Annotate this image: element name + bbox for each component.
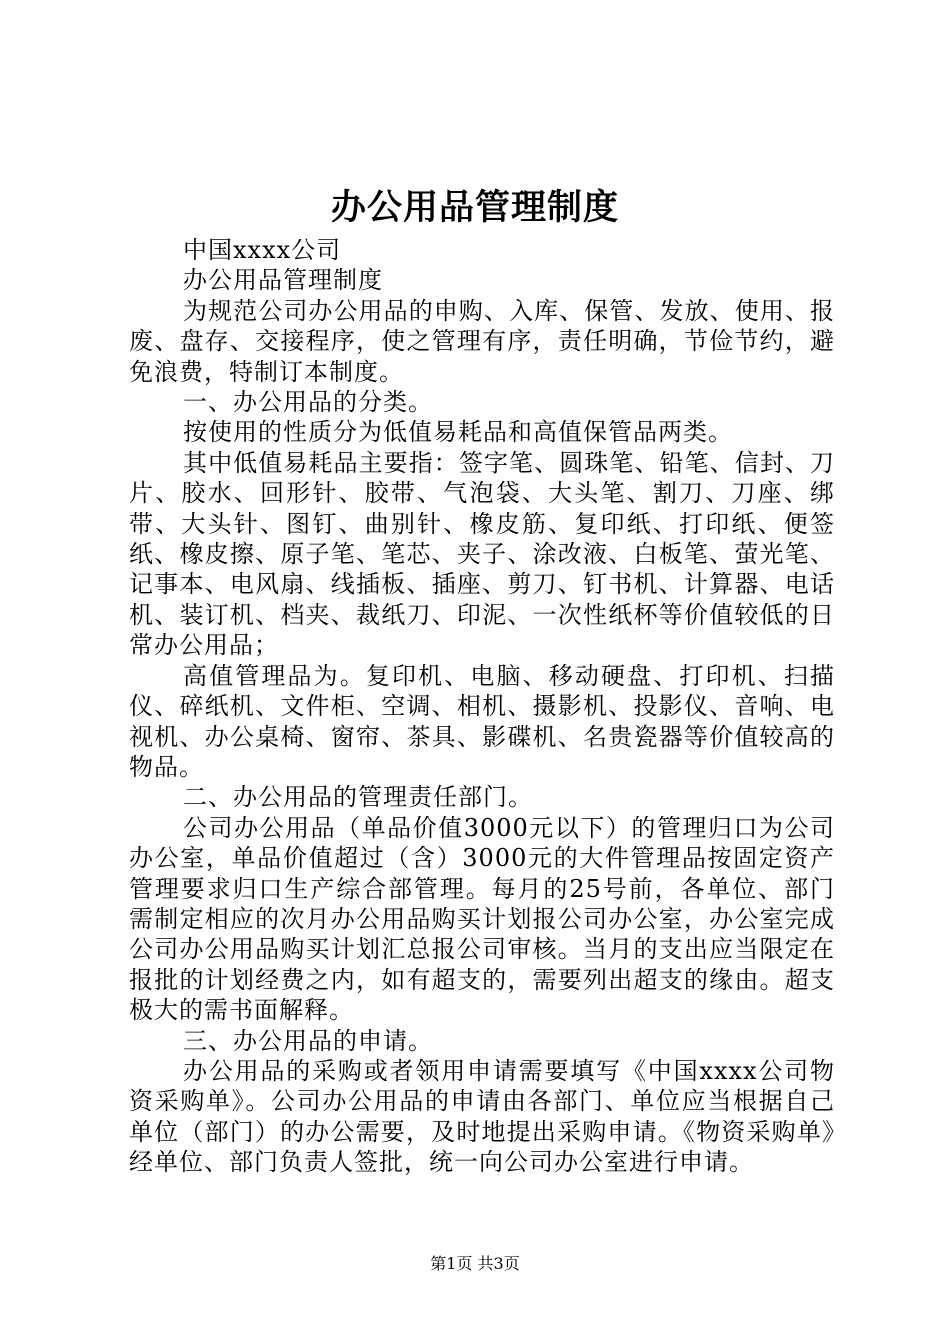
paragraph-company: 中国xxxx公司 (183, 236, 342, 264)
paragraph-application: 办公用品的采购或者领用申请需要填写《中国xxxx公司物资采购单》。公司办公用品的申请由各部门、单位应当根据自己单位（部门）的办公需要，及时地提出采购申请。《物资采购单》经单位、部门负责人签批，统一向公司办公室进行申请。 (129, 1056, 835, 1177)
section-heading-1: 一、办公用品的分类。 (183, 388, 433, 417)
section-heading-2: 二、办公用品的管理责任部门。 (183, 783, 533, 812)
paragraph-classification: 按使用的性质分为低值易耗品和高值保管品两类。 (183, 418, 733, 447)
paragraph-responsibility: 公司办公用品（单品价值3000元以下）的管理归口为公司办公室，单品价值超过（含）3000元的大件管理品按固定资产管理要求归口生产综合部管理。每月的25号前，各单位、部门需制定相应的次月办公用品购买计划报公司办公室，办公室完成公司办公用品购买计划汇总报公司审核。当月的支出应当限定在报批的计划经费之内，如有超支的，需要列出超支的缘由。超支极大的需书面解释。 (129, 813, 835, 1025)
paragraph-high-value-items: 高值管理品为。复印机、电脑、移动硬盘、打印机、扫描仪、碎纸机、文件柜、空调、相机、摄影机、投影仪、音响、电视机、办公桌椅、窗帘、茶具、影碟机、名贵瓷器等价值较高的物品。 (129, 661, 835, 781)
document-title: 办公用品管理制度 (330, 187, 619, 228)
page-number-footer: 第1页 共3页 (430, 1254, 520, 1273)
paragraph-purpose: 为规范公司办公用品的申购、入库、保管、发放、使用、报废、盘存、交接程序，使之管理有序，责任明确，节俭节约，避免浪费，特制订本制度。 (129, 296, 835, 386)
paragraph-subtitle: 办公用品管理制度 (183, 266, 383, 295)
paragraph-low-value-items: 其中低值易耗品主要指：签字笔、圆珠笔、铅笔、信封、刀片、胶水、回形针、胶带、气泡袋、大头笔、割刀、刀座、绑带、大头针、图钉、曲别针、橡皮筋、复印纸、打印纸、便签纸、橡皮擦、原子笔、笔芯、夹子、涂改液、白板笔、萤光笔、记事本、电风扇、线插板、插座、剪刀、钉书机、计算器、电话机、装订机、档夹、裁纸刀、印泥、一次性纸杯等价值较低的日常办公用品； (129, 448, 835, 660)
document-body (129, 235, 835, 1178)
section-heading-3: 三、办公用品的申请。 (183, 1026, 433, 1055)
